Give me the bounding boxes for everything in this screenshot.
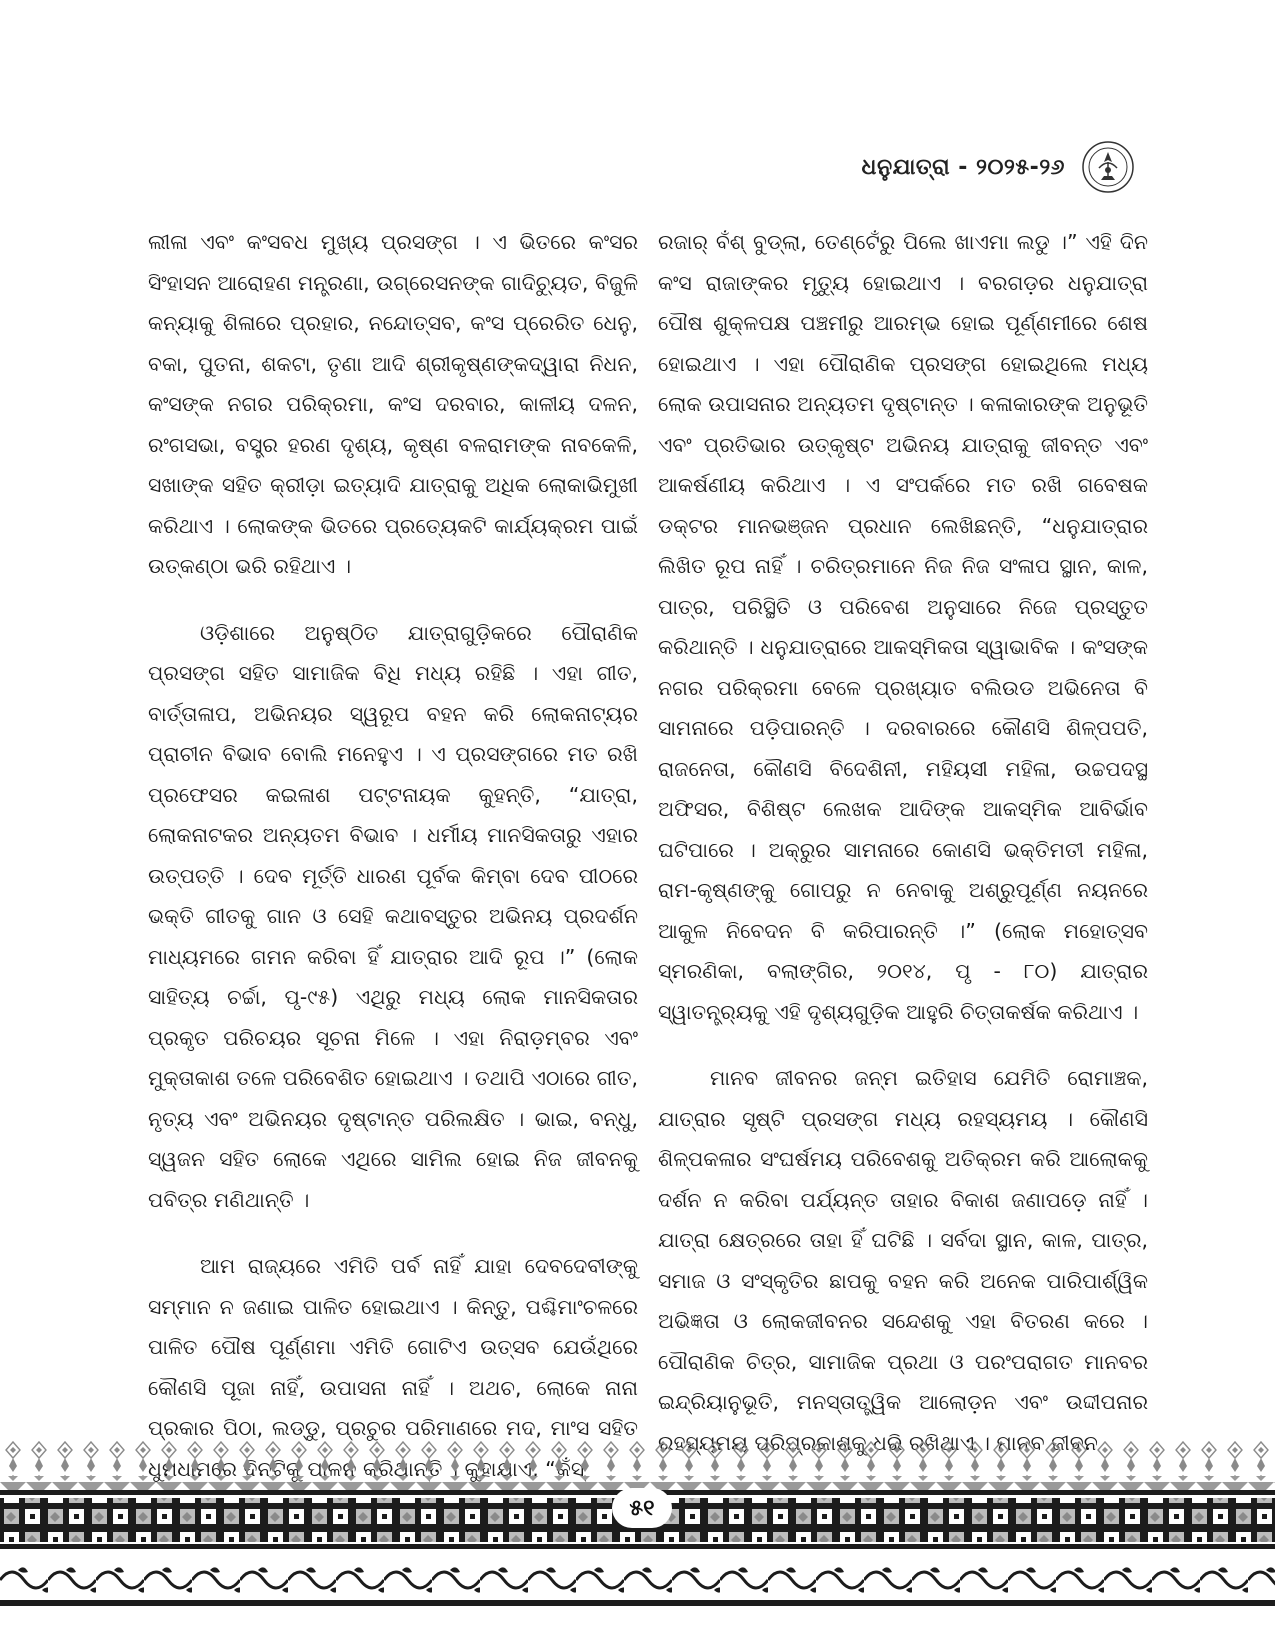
organization-seal-icon [1081, 140, 1135, 194]
page-number-badge [612, 1488, 672, 1528]
paragraph: ଆମ ରାଜ୍ୟରେ ଏମିତି ପର୍ବ ନାହିଁ ଯାହା ଦେବଦେବୀଙ୍କୁ ସମ୍ମାନ ନ ଜଣାଇ ପାଳିତ ହୋଇଥାଏ । କିନ୍ତୁ, ପଶ୍ଚିମାଂଚଳରେ ପାଳିତ ପୌଷ ପୂର୍ଣ୍ଣମା ଏମିତି ଗୋଟିଏ ଉତ୍ସବ ଯେଉଁଥିରେ କୌଣସି ପୂଜା ନାହିଁ, ଉପାସନା ନାହିଁ । ଅଥଚ, ଲୋକେ ନାନା ପ୍ରକାର ପିଠା, ଲଡ୍ଡୁ, ପ୍ରଚୁର ପରିମାଣରେ ମଦ, ମାଂସ ସହିତ [148, 1254, 638, 1440]
decorative-footer-border [0, 1440, 1275, 1650]
paragraph: ଲୀଳା ଏବଂ କଂସବଧ ମୁଖ୍ୟ ପ୍ରସଙ୍ଗ । ଏ ଭିତରେ କଂସର ସିଂହାସନ ଆରୋହଣ ମନ୍ତ୍ରଣା, ଉଗ୍ରେସନଙ୍କ ଗାଦିଚ୍ୟୁତ, ବିଜୁଳି କନ୍ୟାକୁ ଶିଳାରେ ପ୍ରହାର, ନନ୍ଦୋତ୍ସବ, କଂସ ପ୍ରେରିତ ଧେନୁ, ବକା, ପୁତନା, ଶକଟା, ତୃଣା ଆଦି ଶ୍ରୀକୃଷ୍ଣଙ୍କଦ୍ୱାରା ନିଧନ, କଂସଙ୍କ ନଗର ପରିକ୍ରମା, କଂସ ଦରବାର, କାଳୀୟ ଦଳନ, ରଂଗସଭା, ବସ୍ତ୍ର ହରଣ ଦୃଶ୍ୟ, କୃଷ୍ଣ ବଳରାମଙ୍କ ନାବକେଳି, ସଖାଙ୍କ ସହିତ କ୍ରୀଡ଼ା ଇତ୍ୟାଦି ଯାତ୍ରାକୁ ଅଧିକ ଲୋକାଭିମୁଖୀ କରିଥାଏ । ଲୋକଙ୍କ ଭିତରେ ପ୍ରତ୍ୟେକଟି କାର୍ଯ୍ୟକ୍ରମ ପାଇଁ ଉତ୍କଣ୍ଠା ଭରି ରହିଥାଏ । [148, 230, 638, 578]
right-column [658, 222, 1148, 1463]
footer-pattern [0, 1440, 1275, 1650]
left-column [148, 222, 638, 1489]
running-title: ଧନୁଯାତ୍ରା - ୨୦୨୫-୨୬ [861, 154, 1065, 180]
page-header [862, 140, 1135, 194]
page-number: ୫୧ [629, 1495, 655, 1521]
paragraph: ମାନବ ଜୀବନର ଜନ୍ମ ଇତିହାସ ଯେମିତି ରୋମାଞ୍ଚକ, ଯାତ୍ରାର ସୃଷ୍ଟି ପ୍ରସଙ୍ଗ ମଧ୍ୟ ରହସ୍ୟମୟ । କୌଣସି ଶିଳ୍ପକଳାର ସଂଘର୍ଷମୟ ପରିବେଶକୁ ଅତିକ୍ରମ କରି ଆଲୋକକୁ ଦର୍ଶନ ନ କରିବା ପର୍ଯ୍ୟନ୍ତ ତାହାର ବିକାଶ ଜଣାପଡ଼େ ନାହିଁ । ଯାତ୍ରା କ୍ଷେତ୍ରରେ ତାହା ହିଁ ଘଟିଛି । ସର୍ବଦା ସ୍ଥାନ, କାଳ, ପାତ୍ର, ସମାଜ ଓ ସଂସ୍କୃତିର ଛାପକୁ ବହନ କରି ଅନେକ ପାରିପାର୍ଶ୍ୱିକ ଅଭିଜ୍ଞତା ଓ ଲୋକଜୀବନର ସନ୍ଦେଶକୁ ଏହା ବିତରଣ କରେ । ପୌରାଣିକ ଚିତ୍ର, ସାମାଜିକ ପ୍ରଥା ଓ ପରଂପରାଗତ ମାନବର ଇନ୍ଦ୍ରିୟାନୁଭୂତି, ମନସ୍ତାତ୍ତ୍ୱିକ ଆଲୋଡ଼ନ ଏବଂ ଉଦ୍ଦୀପନାର [658, 1066, 1148, 1414]
paragraph: ରଜାର୍ ବଁଶ୍ ବୁଡ୍‌ଲା, ତେଣ୍ଟେଁରୁ ପିଲେ ଖାଏମା ଲଡୁ ।” ଏହି ଦିନ କଂସ ରାଜାଙ୍କର ମୃତ୍ୟୁ ହୋଇଥାଏ । ବରଗଡ଼ର ଧନୁଯାତ୍ରା ପୌଷ ଶୁକ୍ଳପକ୍ଷ ପଞ୍ଚମୀରୁ ଆରମ୍ଭ ହୋଇ ପୂର୍ଣ୍ଣମୀରେ ଶେଷ ହୋଇଥାଏ । ଏହା ପୌରାଣିକ ପ୍ରସଙ୍ଗ ହୋଇଥିଲେ ମଧ୍ୟ ଲୋକ ଉପାସନାର ଅନ୍ୟତମ ଦୃଷ୍ଟାନ୍ତ । କଳାକାରଙ୍କ ଅନୁଭୂତି ଏବଂ ପ୍ରତିଭାର ଉତ୍କୃଷ୍ଟ ଅଭିନୟ ଯାତ୍ରାକୁ ଜୀବନ୍ତ ଏବଂ ଆକର୍ଷଣୀୟ କରିଥାଏ । ଏ ସଂପର୍କରେ ମତ ରଖି ଗବେଷକ ଡକ୍ଟର ମାନଭଞ୍ଜନ ପ୍ରଧାନ ଲେଖିଛନ୍ତି, “ଧନୁଯାତ୍ରାର ଲିଖିତ ରୂପ ନାହିଁ । ଚରିତ୍ରମାନେ ନିଜ ନିଜ ସଂଳାପ ସ୍ଥାନ, କାଳ, ପାତ୍ର, ପରିସ୍ଥିତି ଓ ପରିବେଶ ଅନୁସାରେ ନିଜେ ପ୍ରସ୍ତୁତ କରିଥାନ୍ତି । ଧନୁଯାତ୍ରାରେ ଆକସ୍ମିକତା ସ୍ୱାଭାବିକ । କଂସଙ୍କ ନଗର ପରିକ୍ରମା ବେଳେ ପ୍ରଖ୍ୟାତ ବଲିଉଡ ଅଭିନେତା ବି ସାମନାରେ ପଡ଼ିପାରନ୍ତି । ଦରବାରରେ କୌଣସି ଶିଳ୍ପପତି, ରାଜନେତା, କୌଣସି ବିଦେଶିନୀ, ମହିୟସୀ ମହିଳା, ଉଚ୍ଚପଦସ୍ଥ ଅଫିସର, ବିଶିଷ୍ଟ ଲେଖକ ଆଦିଙ୍କ ଆକସ୍ମିକ ଆବିର୍ଭାବ ଘଟିପାରେ । ଅକ୍ରୁର ସାମନାରେ କୋଣସି ଭକ୍ତିମତୀ ମହିଳା, ରାମ-କୃଷ୍ଣଙ୍କୁ ଗୋପରୁ ନ ନେବାକୁ ଅଶ୍ରୁପୂର୍ଣ୍ଣ ନୟନରେ ଆକୁଳ ନିବେଦନ ବି କରିପାରନ୍ତି ।” (ଲୋକ ମହୋତ୍ସବ ସ୍ମରଣିକା, ବଲାଙ୍ଗିର, ୨୦୧୪, ପୃ - ୮୦) ଯାତ୍ରାର ସ୍ୱାତନ୍ତ୍ର୍ୟକୁ ଏହି ଦୃଶ୍ୟଗୁଡ଼ିକ ଆହୁରି ଚିତ୍ତାକର୍ଷକ କରିଥାଏ । [658, 230, 1148, 1024]
paragraph: ଓଡ଼ିଶାରେ ଅନୁଷ୍ଠିତ ଯାତ୍ରାଗୁଡ଼ିକରେ ପୌରାଣିକ ପ୍ରସଙ୍ଗ ସହିତ ସାମାଜିକ ବିଧି ମଧ୍ୟ ରହିଛି । ଏହା ଗୀତ, ବାର୍ତ୍ତାଳାପ, ଅଭିନୟର ସ୍ୱରୂପ ବହନ କରି ଲୋକନାଟ୍ୟର ପ୍ରାଚୀନ ବିଭାବ ବୋଲି ମନେହୁଏ । ଏ ପ୍ରସଙ୍ଗରେ ମତ ରଖି ପ୍ରଫେସର କଇଳାଶ ପଟ୍ଟନାୟକ କୁହନ୍ତି, “ଯାତ୍ରା, ଲୋକନାଟକର ଅନ୍ୟତମ ବିଭାବ । ଧର୍ମୀୟ ମାନସିକତାରୁ ଏହାର ଉତ୍ପତ୍ତି । ଦେବ ମୂର୍ତ୍ତି ଧାରଣ ପୂର୍ବକ କିମ୍ବା ଦେବ ପୀଠରେ ଭକ୍ତି ଗୀତକୁ ଗାନ ଓ ସେହି କଥାବସ୍ତୁର ଅଭିନୟ ପ୍ରଦର୍ଶନ ମାଧ୍ୟମରେ ଗମନ କରିବା ହିଁ ଯାତ୍ରାର ଆଦି ରୂପ ।” (ଲୋକ ସାହିତ୍ୟ ଚର୍ଚ୍ଚା, ପୃ-୯୫) ଏଥିରୁ ମଧ୍ୟ ଲୋକ ମାନସିକତାର ପ୍ରକୃତ ପରିଚୟର ସୂଚନା ମିଳେ । ଏହା ନିରାଡ଼ମ୍ବର ଏବଂ ମୁକ୍ତାକାଶ ତଳେ ପରିବେଶିତ ହୋଇଥାଏ । ତଥାପି ଏଠାରେ ଗୀତ, ନୃତ୍ୟ ଏବଂ ଅଭିନୟର ଦୃଷ୍ଟାନ୍ତ ପରିଲକ୍ଷିତ । ଭାଇ, ବନ୍ଧୁ, ସ୍ୱଜନ ସହିତ ଲୋକେ ଏଥିରେ ସାମିଲ ହୋଇ ନିଜ ଜୀବନକୁ ପବିତ୍ର ମଣିଥାନ୍ତି । [148, 620, 638, 1212]
